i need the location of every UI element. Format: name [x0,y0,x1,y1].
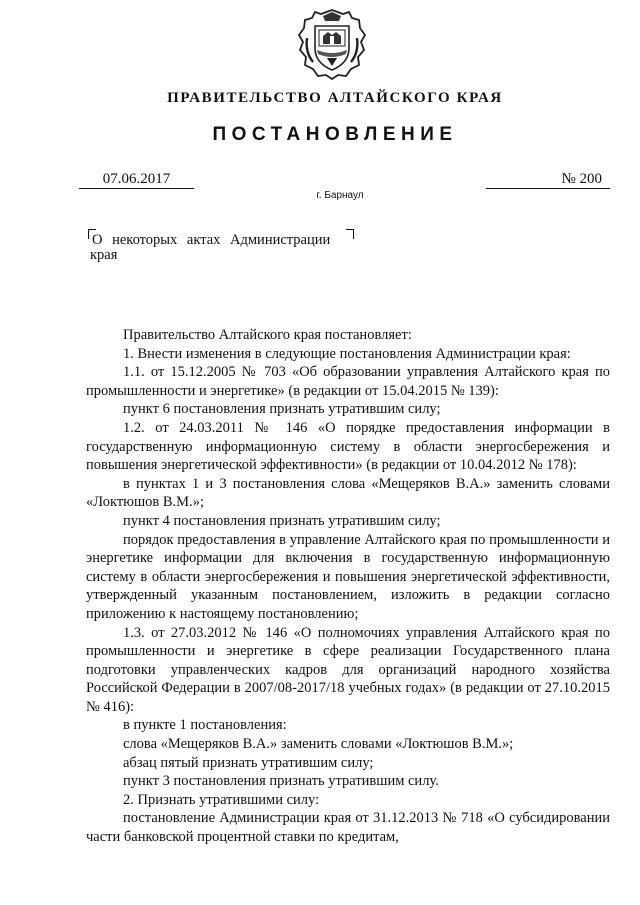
coat-of-arms-icon [297,8,367,80]
paragraph: 1.3. от 27.03.2012 № 146 «О полномочиях управления Алтайского края по промышленности и энергетике в сфере реализации Государственного плана подготовки управленческих кадров для организаций народного хозяйства Российской Федерации в 2007/08-2017/18 учебных годах» (в редакции от 27.10.2015 № 416): [86,624,610,715]
paragraph: в пунктах 1 и 3 постановления слова «Мещеряков В.А.» заменить словами «Локтюшов В.М.»; [86,475,610,511]
paragraph: пункт 3 постановления признать утратившим силу. [123,773,439,790]
paragraph: 2. Признать утратившими силу: [123,791,320,808]
paragraph: слова «Мещеряков В.А.» заменить словами «Локтюшов В.М.»; [123,736,514,753]
paragraph: в пункте 1 постановления: [123,717,287,734]
document-number [486,170,610,189]
document-date-value: 07.06.2017 [102,171,171,187]
paragraph: постановление Администрации края от 31.12.2013 № 718 «О субсидировании части банковской процентной ставки по кредитам, [86,810,610,846]
document-body [86,326,610,847]
paragraph: 1. Внести изменения в следующие постановления Администрации края: [123,345,571,362]
government-title: ПРАВИТЕЛЬСТВО АЛТАЙСКОГО КРАЯ [167,90,503,106]
paragraph: 1.2. от 24.03.2011 № 146 «О порядке предоставления информации в государственную информационную систему в области энергосбережения и повышения энергетической эффективности» (в редакции от 10.04.2012 № 178): [86,419,610,474]
subject-line-1: О некоторых актах Администрации [92,232,331,248]
document-city: г. Барнаул [316,190,364,201]
document-date [79,170,194,189]
paragraph: пункт 6 постановления признать утратившим силу; [123,401,441,418]
document-type: ПОСТАНОВЛЕНИЕ [212,124,458,145]
subject-line-2: края [90,247,118,263]
document-number-value: № 200 [561,171,602,187]
paragraph: пункт 4 постановления признать утратившим силу; [123,512,441,529]
paragraph: абзац пятый признать утратившим силу; [123,754,374,771]
document-subject [92,233,352,263]
paragraph: порядок предоставления в управление Алтайского края по промышленности и энергетике информации для включения в государственную информационную систему в области энергосбережения и повышения энергетической эффективности, утвержденный указанным постановлением, изложить в редакции согласно приложению к настоящему постановлению; [86,531,610,622]
paragraph: Правительство Алтайского края постановляет: [123,327,412,343]
paragraph: 1.1. от 15.12.2005 № 703 «Об образовании управления Алтайского края по промышленности и энергетике» (в редакции от 15.04.2015 № 139): [86,364,610,399]
